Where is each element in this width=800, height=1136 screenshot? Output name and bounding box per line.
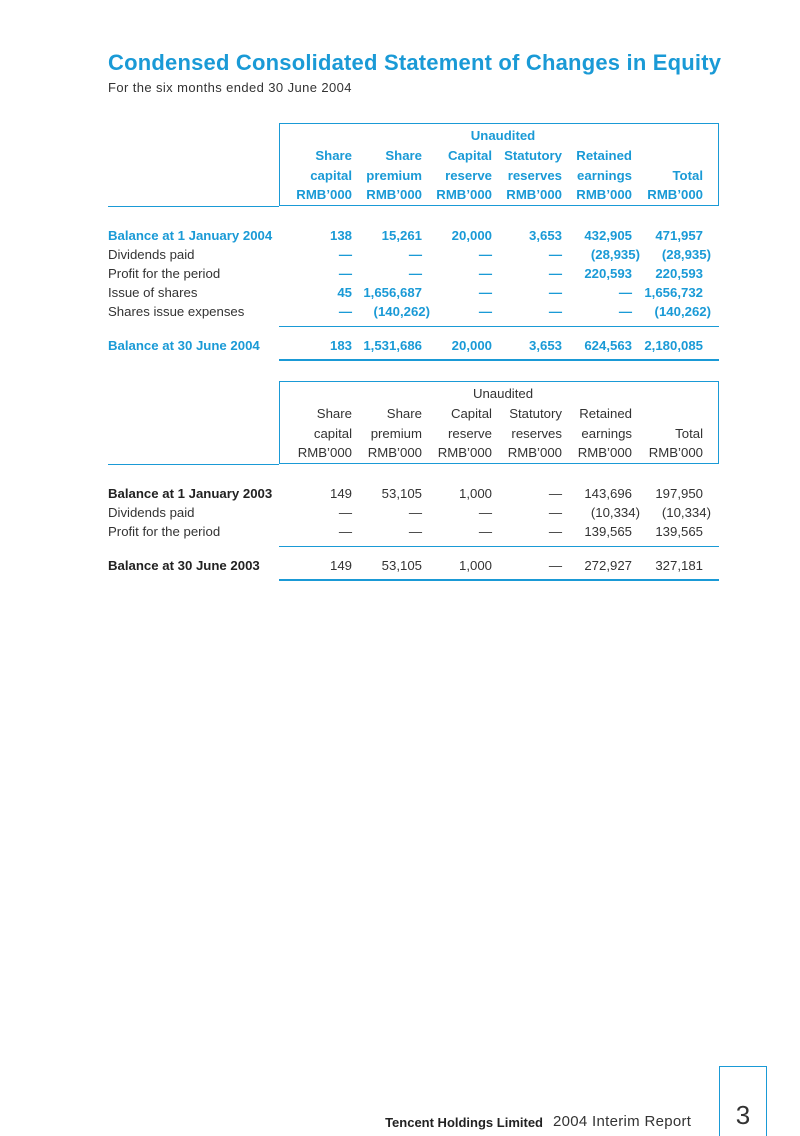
closing-balance-cell: 183 xyxy=(329,338,352,353)
row-label: Balance at 1 January 2003 xyxy=(108,486,273,501)
column-header-unit: RMB’000 xyxy=(576,187,632,202)
column-header-line2: premium xyxy=(370,426,422,441)
table-cell: — xyxy=(408,524,422,539)
table-cell: 20,000 xyxy=(451,228,492,243)
footer-report-name: 2004 Interim Report xyxy=(553,1113,692,1130)
subtotal-rule xyxy=(279,546,719,547)
table-cell: — xyxy=(618,285,632,300)
row-label: Dividends paid xyxy=(108,505,195,520)
page-number-box xyxy=(719,1066,767,1136)
row-label: Shares issue expenses xyxy=(108,304,245,319)
unaudited-label: Unaudited xyxy=(472,386,534,401)
subtotal-rule xyxy=(279,326,719,327)
table-cell: — xyxy=(408,266,422,281)
header-underline xyxy=(108,464,279,465)
footer-company-name: Tencent Holdings Limited xyxy=(385,1115,543,1130)
table-cell: 197,950 xyxy=(655,486,703,501)
table-cell: 139,565 xyxy=(584,524,632,539)
closing-balance-cell: — xyxy=(548,558,562,573)
column-header-line1: Statutory xyxy=(504,148,562,163)
column-header-line1: Capital xyxy=(448,148,492,163)
column-header-unit: RMB’000 xyxy=(506,187,562,202)
column-header-unit: RMB’000 xyxy=(296,187,352,202)
column-header-line2: reserve xyxy=(448,426,492,441)
page-number: 3 xyxy=(735,1100,751,1130)
table-cell: 53,105 xyxy=(381,486,422,501)
column-header-line2: capital xyxy=(313,426,352,441)
column-header-line1: Retained xyxy=(576,148,632,163)
table-cell: (28,935) xyxy=(590,247,640,262)
column-header-line2: earnings xyxy=(581,426,632,441)
unaudited-label: Unaudited xyxy=(470,128,536,143)
column-header-line2: Total xyxy=(675,426,703,441)
closing-balance-label: Balance at 30 June 2003 xyxy=(108,558,260,573)
column-header-line2: capital xyxy=(310,168,352,183)
column-header-line2: Total xyxy=(672,168,703,183)
table-cell: 220,593 xyxy=(655,266,703,281)
column-header-unit: RMB’000 xyxy=(577,445,632,460)
column-header-unit: RMB’000 xyxy=(647,187,703,202)
table-cell: (28,935) xyxy=(661,247,711,262)
closing-balance-cell: 149 xyxy=(329,558,352,573)
table-cell: (10,334) xyxy=(590,505,640,520)
table-cell: — xyxy=(548,266,562,281)
table-cell: 432,905 xyxy=(584,228,632,243)
column-header-line1: Statutory xyxy=(509,406,562,421)
table-cell: — xyxy=(478,505,492,520)
column-header-line2: reserves xyxy=(507,168,562,183)
column-header-line2: reserve xyxy=(445,168,492,183)
header-underline xyxy=(108,206,279,207)
closing-balance-cell: 624,563 xyxy=(584,338,632,353)
table-cell: — xyxy=(338,505,352,520)
table-cell: — xyxy=(338,524,352,539)
column-header-line1: Capital xyxy=(450,406,492,421)
closing-balance-cell: 53,105 xyxy=(381,558,422,573)
closing-balance-cell: 20,000 xyxy=(451,338,492,353)
table-cell: 220,593 xyxy=(584,266,632,281)
table-cell: — xyxy=(548,486,562,501)
table-cell: — xyxy=(478,266,492,281)
table-cell: (10,334) xyxy=(661,505,711,520)
closing-balance-cell: 1,531,686 xyxy=(363,338,422,353)
row-label: Dividends paid xyxy=(108,247,195,262)
table-cell: (140,262) xyxy=(654,304,711,319)
table-cell: — xyxy=(548,285,562,300)
page-title: Condensed Consolidated Statement of Changes in Equity xyxy=(108,50,722,75)
column-header-line1: Retained xyxy=(579,406,632,421)
column-header-unit: RMB’000 xyxy=(648,445,703,460)
table-cell: 143,696 xyxy=(584,486,632,501)
column-header-line1: Share xyxy=(316,406,352,421)
table-cell: 1,000 xyxy=(458,486,492,501)
table-cell: — xyxy=(408,505,422,520)
table-cell: — xyxy=(548,505,562,520)
closing-balance-cell: 1,000 xyxy=(458,558,492,573)
column-header-line2: reserves xyxy=(511,426,562,441)
table-cell: 15,261 xyxy=(381,228,422,243)
column-header-line1: Share xyxy=(385,148,422,163)
column-header-line1: Share xyxy=(386,406,422,421)
column-header-unit: RMB’000 xyxy=(436,187,492,202)
column-header-line2: earnings xyxy=(577,168,632,183)
column-header-unit: RMB’000 xyxy=(507,445,562,460)
total-double-rule xyxy=(279,579,719,581)
column-header-line1: Share xyxy=(315,148,352,163)
table-cell: — xyxy=(338,304,352,319)
table-cell: — xyxy=(618,304,632,319)
table-cell: 139,565 xyxy=(655,524,703,539)
table-cell: 471,957 xyxy=(655,228,703,243)
column-header-unit: RMB’000 xyxy=(297,445,352,460)
table-cell: — xyxy=(548,247,562,262)
table-cell: — xyxy=(478,304,492,319)
table-cell: — xyxy=(548,524,562,539)
column-header-unit: RMB’000 xyxy=(437,445,492,460)
closing-balance-cell: 327,181 xyxy=(655,558,703,573)
closing-balance-cell: 2,180,085 xyxy=(644,338,703,353)
column-header-unit: RMB’000 xyxy=(367,445,422,460)
table-cell: 1,656,687 xyxy=(363,285,422,300)
column-header-line2: premium xyxy=(366,168,422,183)
table-cell: — xyxy=(478,524,492,539)
closing-balance-cell: 3,653 xyxy=(528,338,562,353)
table-cell: 138 xyxy=(329,228,352,243)
row-label: Issue of shares xyxy=(108,285,198,300)
row-label: Profit for the period xyxy=(108,266,221,281)
table-cell: (140,262) xyxy=(373,304,430,319)
table-cell: 149 xyxy=(329,486,352,501)
column-header-unit: RMB’000 xyxy=(366,187,422,202)
table-cell: — xyxy=(478,247,492,262)
row-label: Profit for the period xyxy=(108,524,221,539)
closing-balance-cell: 272,927 xyxy=(584,558,632,573)
row-label: Balance at 1 January 2004 xyxy=(108,228,273,243)
table-cell: 45 xyxy=(337,285,352,300)
total-double-rule xyxy=(279,359,719,361)
page-subtitle: For the six months ended 30 June 2004 xyxy=(108,80,352,95)
table-cell: 1,656,732 xyxy=(644,285,703,300)
table-cell: 3,653 xyxy=(528,228,562,243)
table-cell: — xyxy=(338,247,352,262)
table-cell: — xyxy=(408,247,422,262)
closing-balance-label: Balance at 30 June 2004 xyxy=(108,338,260,353)
table-cell: — xyxy=(338,266,352,281)
table-cell: — xyxy=(478,285,492,300)
table-cell: — xyxy=(548,304,562,319)
